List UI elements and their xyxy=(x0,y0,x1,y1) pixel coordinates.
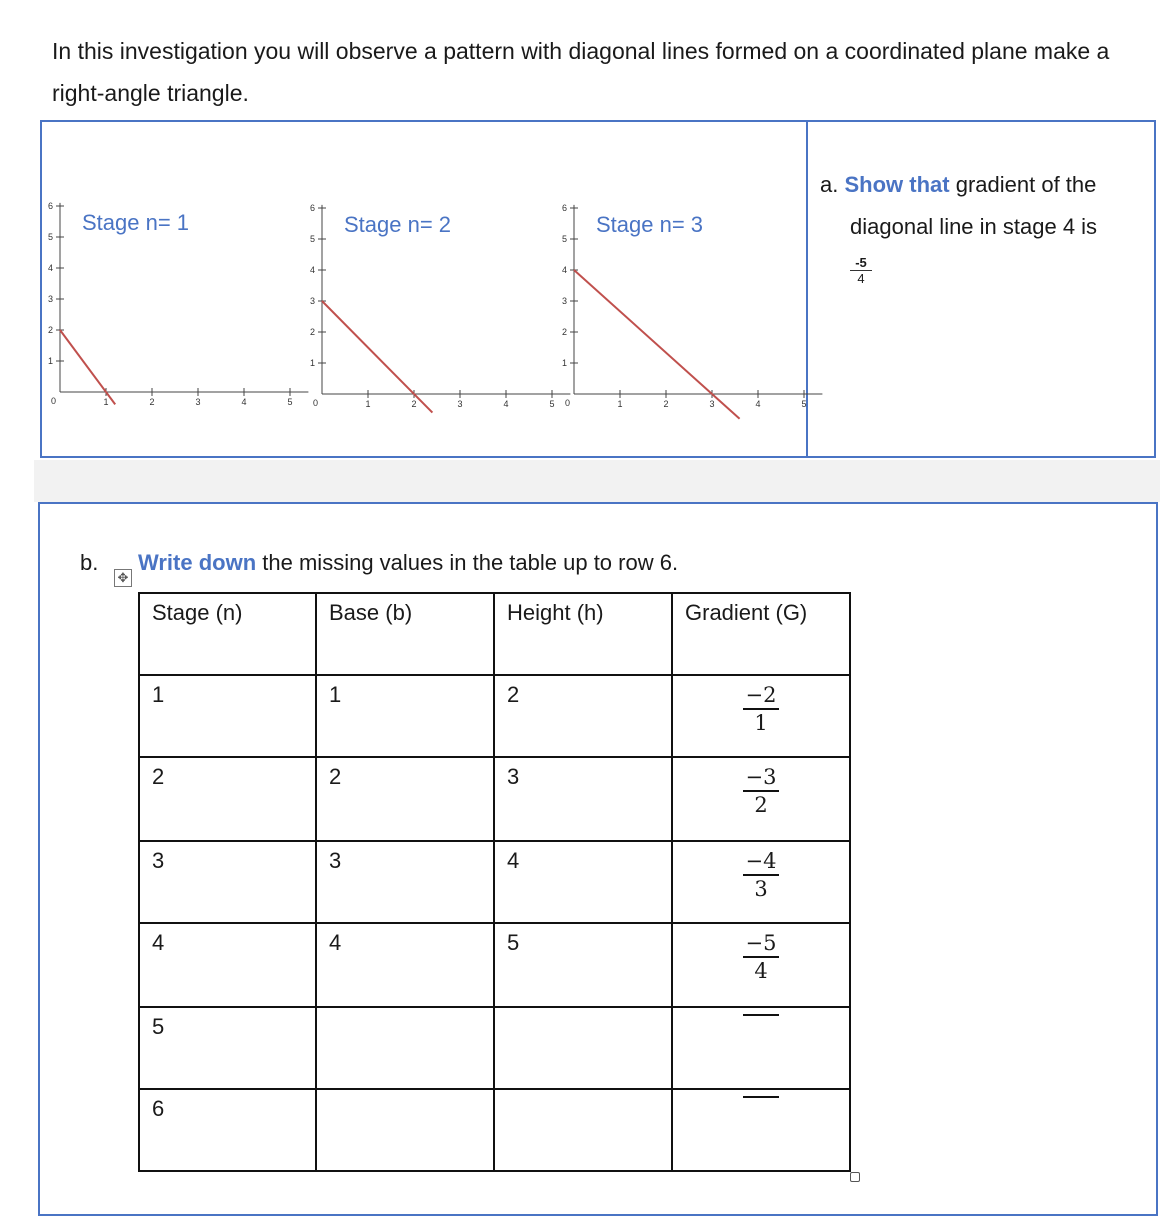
origin-label: 0 xyxy=(564,398,570,408)
y-tick-label: 6 xyxy=(561,203,567,213)
part-b-text: the missing values in the table up to row 6. xyxy=(262,550,679,575)
table-row xyxy=(139,923,850,1007)
graph-stage-1 xyxy=(46,184,296,407)
x-tick-label: 1 xyxy=(617,399,623,409)
table-row xyxy=(139,675,850,757)
y-tick-label: 1 xyxy=(47,356,53,366)
base-cell[interactable] xyxy=(316,1007,494,1089)
part-a-text2: diagonal line in stage 4 is xyxy=(850,214,1098,239)
x-tick-label: 4 xyxy=(755,399,761,409)
x-tick-label: 2 xyxy=(663,399,669,409)
graph-svg-stage-1 xyxy=(46,184,296,407)
table-row xyxy=(139,757,850,841)
header-base: Base (b) xyxy=(316,593,494,675)
origin-label: 0 xyxy=(50,396,56,406)
gradient-cell[interactable]: −4 3 xyxy=(672,841,850,923)
x-tick-label: 3 xyxy=(709,399,715,409)
part-a-question xyxy=(820,164,1150,248)
y-tick-label: 5 xyxy=(561,234,567,244)
part-b-prefix: b. xyxy=(80,550,99,575)
x-tick-label: 5 xyxy=(549,399,555,409)
graph-stage-2 xyxy=(308,186,558,409)
base-cell[interactable]: 4 xyxy=(316,923,494,1007)
stage-cell[interactable]: 1 xyxy=(139,675,316,757)
x-tick-label: 5 xyxy=(801,399,807,409)
values-table xyxy=(138,592,851,1172)
stage-label-1: Stage n= 1 xyxy=(82,210,190,235)
origin-label: 0 xyxy=(312,398,318,408)
stage-label-2: Stage n= 2 xyxy=(344,212,452,237)
section-separator xyxy=(34,460,1160,502)
diagonal-line xyxy=(574,270,740,419)
table-resize-handle[interactable] xyxy=(850,1172,860,1182)
table-header-row xyxy=(139,593,850,675)
height-cell[interactable] xyxy=(494,1089,672,1171)
diagonal-line xyxy=(322,301,432,413)
x-tick-label: 2 xyxy=(411,399,417,409)
header-gradient: Gradient (G) xyxy=(672,593,850,675)
y-tick-label: 1 xyxy=(309,358,315,368)
part-a-highlight: Show that xyxy=(844,172,950,197)
header-stage: Stage (n) xyxy=(139,593,316,675)
stage-label-3: Stage n= 3 xyxy=(596,212,704,237)
part-a-text1: gradient of the xyxy=(955,172,1097,197)
y-tick-label: 4 xyxy=(561,265,567,275)
x-tick-label: 3 xyxy=(195,397,201,407)
fraction-numerator: -5 xyxy=(850,255,872,271)
graph-svg-stage-3 xyxy=(560,186,810,409)
x-tick-label: 4 xyxy=(241,397,247,407)
part-a-fraction xyxy=(850,255,872,287)
part-a-prefix: a. xyxy=(820,172,839,197)
base-cell[interactable]: 3 xyxy=(316,841,494,923)
part-b-highlight: Write down xyxy=(138,550,257,575)
height-cell[interactable]: 4 xyxy=(494,841,672,923)
y-tick-label: 2 xyxy=(561,327,567,337)
y-tick-label: 6 xyxy=(309,203,315,213)
stage-cell[interactable]: 2 xyxy=(139,757,316,841)
diagonal-line xyxy=(60,330,115,404)
part-b-instruction xyxy=(138,550,678,576)
graph-stage-3 xyxy=(560,186,810,409)
stage-cell[interactable]: 6 xyxy=(139,1089,316,1171)
y-tick-label: 5 xyxy=(309,234,315,244)
x-tick-label: 3 xyxy=(457,399,463,409)
gradient-cell[interactable] xyxy=(672,1089,850,1171)
height-cell[interactable]: 5 xyxy=(494,923,672,1007)
table-row xyxy=(139,1007,850,1089)
y-tick-label: 5 xyxy=(47,232,53,242)
gradient-cell[interactable] xyxy=(672,1007,850,1089)
y-tick-label: 3 xyxy=(561,296,567,306)
base-cell[interactable] xyxy=(316,1089,494,1171)
x-tick-label: 1 xyxy=(103,397,109,407)
gradient-cell[interactable]: −5 4 xyxy=(672,923,850,1007)
x-tick-label: 1 xyxy=(365,399,371,409)
y-tick-label: 4 xyxy=(309,265,315,275)
y-tick-label: 2 xyxy=(309,327,315,337)
x-tick-label: 2 xyxy=(149,397,155,407)
graph-svg-stage-2 xyxy=(308,186,558,409)
y-tick-label: 3 xyxy=(47,294,53,304)
intro-paragraph: In this investigation you will observe a pattern with diagonal lines formed on a coordinated plane make a right-angle triangle. xyxy=(52,38,1110,106)
stage-cell[interactable]: 4 xyxy=(139,923,316,1007)
y-tick-label: 4 xyxy=(47,263,53,273)
x-tick-label: 5 xyxy=(287,397,293,407)
table-row xyxy=(139,841,850,923)
height-cell[interactable] xyxy=(494,1007,672,1089)
base-cell[interactable]: 1 xyxy=(316,675,494,757)
move-handle-icon[interactable]: ✥ xyxy=(114,569,132,587)
gradient-cell[interactable]: −3 2 xyxy=(672,757,850,841)
fraction-denominator: 4 xyxy=(857,271,865,286)
x-tick-label: 4 xyxy=(503,399,509,409)
y-tick-label: 6 xyxy=(47,201,53,211)
stage-cell[interactable]: 3 xyxy=(139,841,316,923)
y-tick-label: 3 xyxy=(309,296,315,306)
height-cell[interactable]: 3 xyxy=(494,757,672,841)
y-tick-label: 2 xyxy=(47,325,53,335)
y-tick-label: 1 xyxy=(561,358,567,368)
height-cell[interactable]: 2 xyxy=(494,675,672,757)
base-cell[interactable]: 2 xyxy=(316,757,494,841)
gradient-cell[interactable]: −2 1 xyxy=(672,675,850,757)
table-row xyxy=(139,1089,850,1171)
header-height: Height (h) xyxy=(494,593,672,675)
stage-cell[interactable]: 5 xyxy=(139,1007,316,1089)
